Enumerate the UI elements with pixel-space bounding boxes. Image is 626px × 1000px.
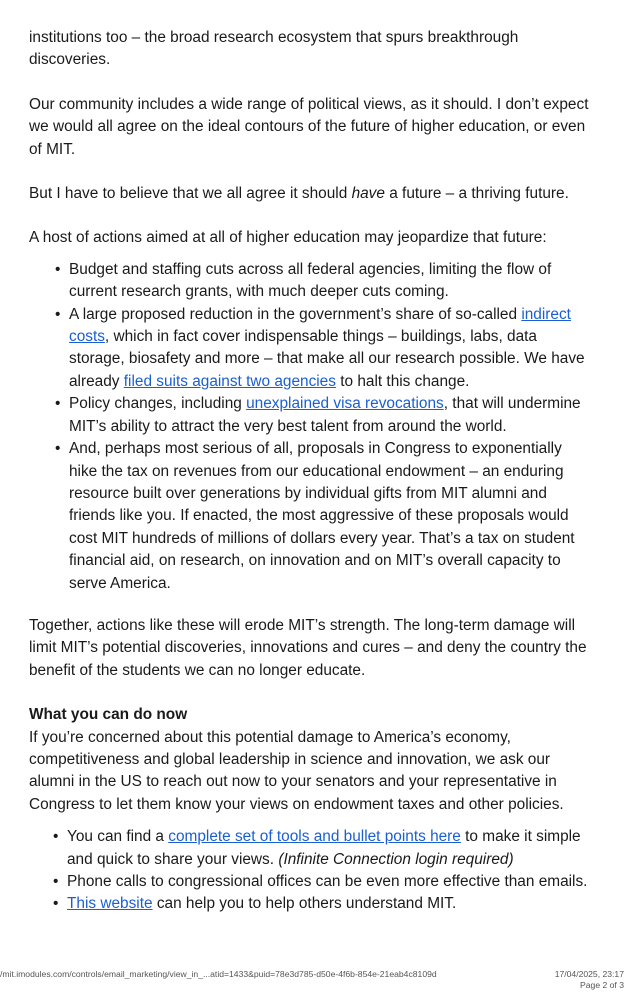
list-text: can help you to help others understand MIT. [152,895,457,913]
future-text-before: But I have to believe that we all agree it should [29,185,352,203]
filed-suits-link[interactable]: filed suits against two agencies [123,372,336,390]
list-text: to halt this change. [335,372,470,390]
list-item-endowment-tax: • And, perhaps most serious of all, proposals in Congress to exponentially hike the tax on revenues from our educational endowment – an enduring resource built over generations by individual gifts from MIT alumni and friends like you. If enacted, the most aggressive of these proposals would cost MIT hundreds of millions of dollars every year. That’s a tax on student financial aid, on research, on innovation and on MIT’s overall capacity to serve America. [69,438,589,595]
tools-link[interactable]: complete set of tools and bullet points here [168,828,461,846]
footer-url: /mit.imodules.com/controls/email_marketing/view_in_...atid=1433&puid=78e3d785-d50e-4f6b-854e-21eab4c8109d [0,969,437,979]
list-text: , which in fact cover indispensable things – buildings, labs, data storage, biosafety and more – that make all our research possible. We have already [69,328,585,390]
list-item-website [67,893,589,915]
footer-page-number: Page 2 of 3 [580,980,624,990]
paragraph-community: Our community includes a wide range of political views, as it should. I don’t expect we would all agree on the ideal contours of the future of higher education, or even of MIT. [29,95,589,158]
paragraph-call-to-action: If you’re concerned about this potential damage to America’s economy, competitiveness and global leadership in science and innovation, we ask our alumni in the US to reach out now to your senators and your representative in Congress to let them know your views on endowment taxes and other policies. [29,728,564,813]
list-text: A large proposed reduction in the government’s share of so-called [69,305,522,323]
list-item-phone-calls: • Phone calls to congressional offices can be even more effective than emails. [67,871,589,893]
website-link[interactable]: This website [67,895,153,913]
future-emphasis: have [351,185,385,203]
paragraph-actions-intro: A host of actions aimed at all of higher education may jeopardize that future: [29,229,547,247]
list-item-policy-changes [69,393,589,438]
list-text: Policy changes, including [69,395,247,413]
list-item-indirect-costs [69,304,589,394]
letter-body [29,27,589,916]
footer-timestamp: 17/04/2025, 23:17 [554,969,624,979]
list-text: to make it simple and quick to share your views. [67,828,581,868]
indirect-costs-link[interactable]: indirect costs [69,305,571,346]
paragraph-together: Together, actions like these will erode MIT’s strength. The long-term damage will limit MIT’s potential discoveries, innovations and cures – and deny the country the benefit of the students we can no longer educate. [29,616,587,679]
paragraph-future [29,183,589,205]
list-item-tools [67,826,589,871]
list-item-budget-cuts: • Budget and staffing cuts across all federal agencies, limiting the flow of current research grants, with much deeper cuts coming. [69,259,589,304]
paragraph-intro-continued: institutions too – the broad research ecosystem that spurs breakthrough discoveries. [29,29,519,69]
login-note: (Infinite Connection login required) [278,850,514,868]
list-text: You can find a [67,828,169,846]
future-text-after: a future – a thriving future. [384,185,569,203]
visa-revocations-link[interactable]: unexplained visa revocations [246,395,444,413]
actions-list [29,259,589,595]
section-heading: What you can do now [29,706,188,724]
todo-list [29,826,589,916]
list-text: , that will undermine MIT’s ability to attract the very best talent from around the world. [69,395,581,435]
